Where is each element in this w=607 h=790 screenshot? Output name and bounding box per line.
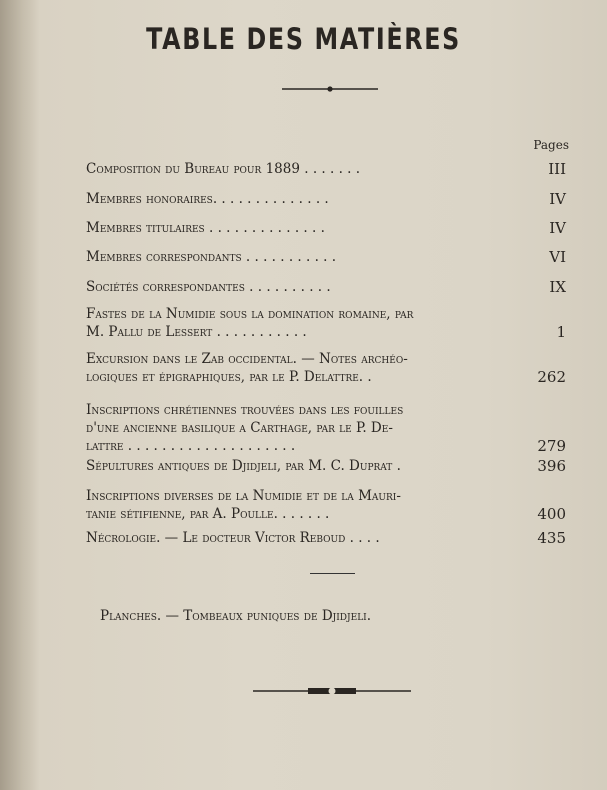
toc-entry-line: tanie sétifienne, par A. Poulle. . . . . . .	[86, 506, 330, 522]
toc-entry-line: M. Pallu de Lessert . . . . . . . . . . .	[86, 324, 307, 340]
toc-entry-line: d'une ancienne basilique a Carthage, par le P. De-	[86, 420, 393, 436]
toc-page-number: IV	[549, 190, 566, 208]
toc-entry	[86, 190, 566, 208]
toc-entry-line: Membres titulaires . . . . . . . . . . . . . .	[86, 220, 325, 236]
toc-page-number: 396	[537, 457, 566, 475]
pages-column-heading: Pages	[533, 138, 569, 152]
toc-entry-line: Membres honoraires. . . . . . . . . . . . . .	[86, 191, 329, 207]
toc-entry-line: logiques et épigraphiques, par le P. Delattre. .	[86, 369, 372, 385]
toc-entry	[86, 219, 566, 237]
toc-page-number: VI	[549, 248, 566, 266]
page-title: TABLE DES MATIÈRES	[146, 22, 461, 56]
toc-entry	[86, 487, 566, 523]
toc-entry-line: Excursion dans le Zab occidental. — Notes archéo-	[86, 351, 408, 367]
title-ornament	[282, 84, 378, 94]
book-spine-shadow	[0, 0, 40, 790]
toc-entry-line: Fastes de la Numidie sous la domination romaine, par	[86, 306, 414, 322]
toc-page-number: 435	[537, 529, 566, 547]
toc-entry	[86, 160, 566, 178]
toc-page-number: III	[548, 160, 566, 178]
toc-entry	[86, 401, 566, 455]
toc-entry-line: Sociétés correspondantes . . . . . . . . . .	[86, 279, 331, 295]
toc-page-number: IV	[549, 219, 566, 237]
toc-entry	[86, 457, 566, 475]
bottom-ornament	[253, 685, 411, 697]
toc-page-number: 279	[537, 437, 566, 455]
plates-note: Planches. — Tombeaux puniques de Djidjeli.	[100, 608, 372, 624]
toc-entry-line: lattre . . . . . . . . . . . . . . . . . . . .	[86, 438, 296, 454]
toc-page-number: 400	[537, 505, 566, 523]
toc-entry-line: Nécrologie. — Le docteur Victor Reboud . . . .	[86, 530, 380, 546]
toc-entry-line: Composition du Bureau pour 1889 . . . . . . .	[86, 161, 361, 177]
toc-page-number: 1	[556, 323, 566, 341]
toc-entry-line: Sépultures antiques de Djidjeli, par M. C. Duprat .	[86, 458, 401, 474]
toc-entry	[86, 350, 566, 386]
toc-entry	[86, 248, 566, 266]
section-divider	[310, 573, 355, 574]
toc-entry	[86, 305, 566, 341]
toc-page-number: IX	[549, 278, 566, 296]
toc-entry-line: Membres correspondants . . . . . . . . . . .	[86, 249, 337, 265]
toc-entry-line: Inscriptions chrétiennes trouvées dans les fouilles	[86, 402, 404, 418]
toc-entry-line: Inscriptions diverses de la Numidie et de la Mauri-	[86, 488, 401, 504]
toc-page-number: 262	[537, 368, 566, 386]
toc-entry	[86, 278, 566, 296]
toc-entry	[86, 529, 566, 547]
